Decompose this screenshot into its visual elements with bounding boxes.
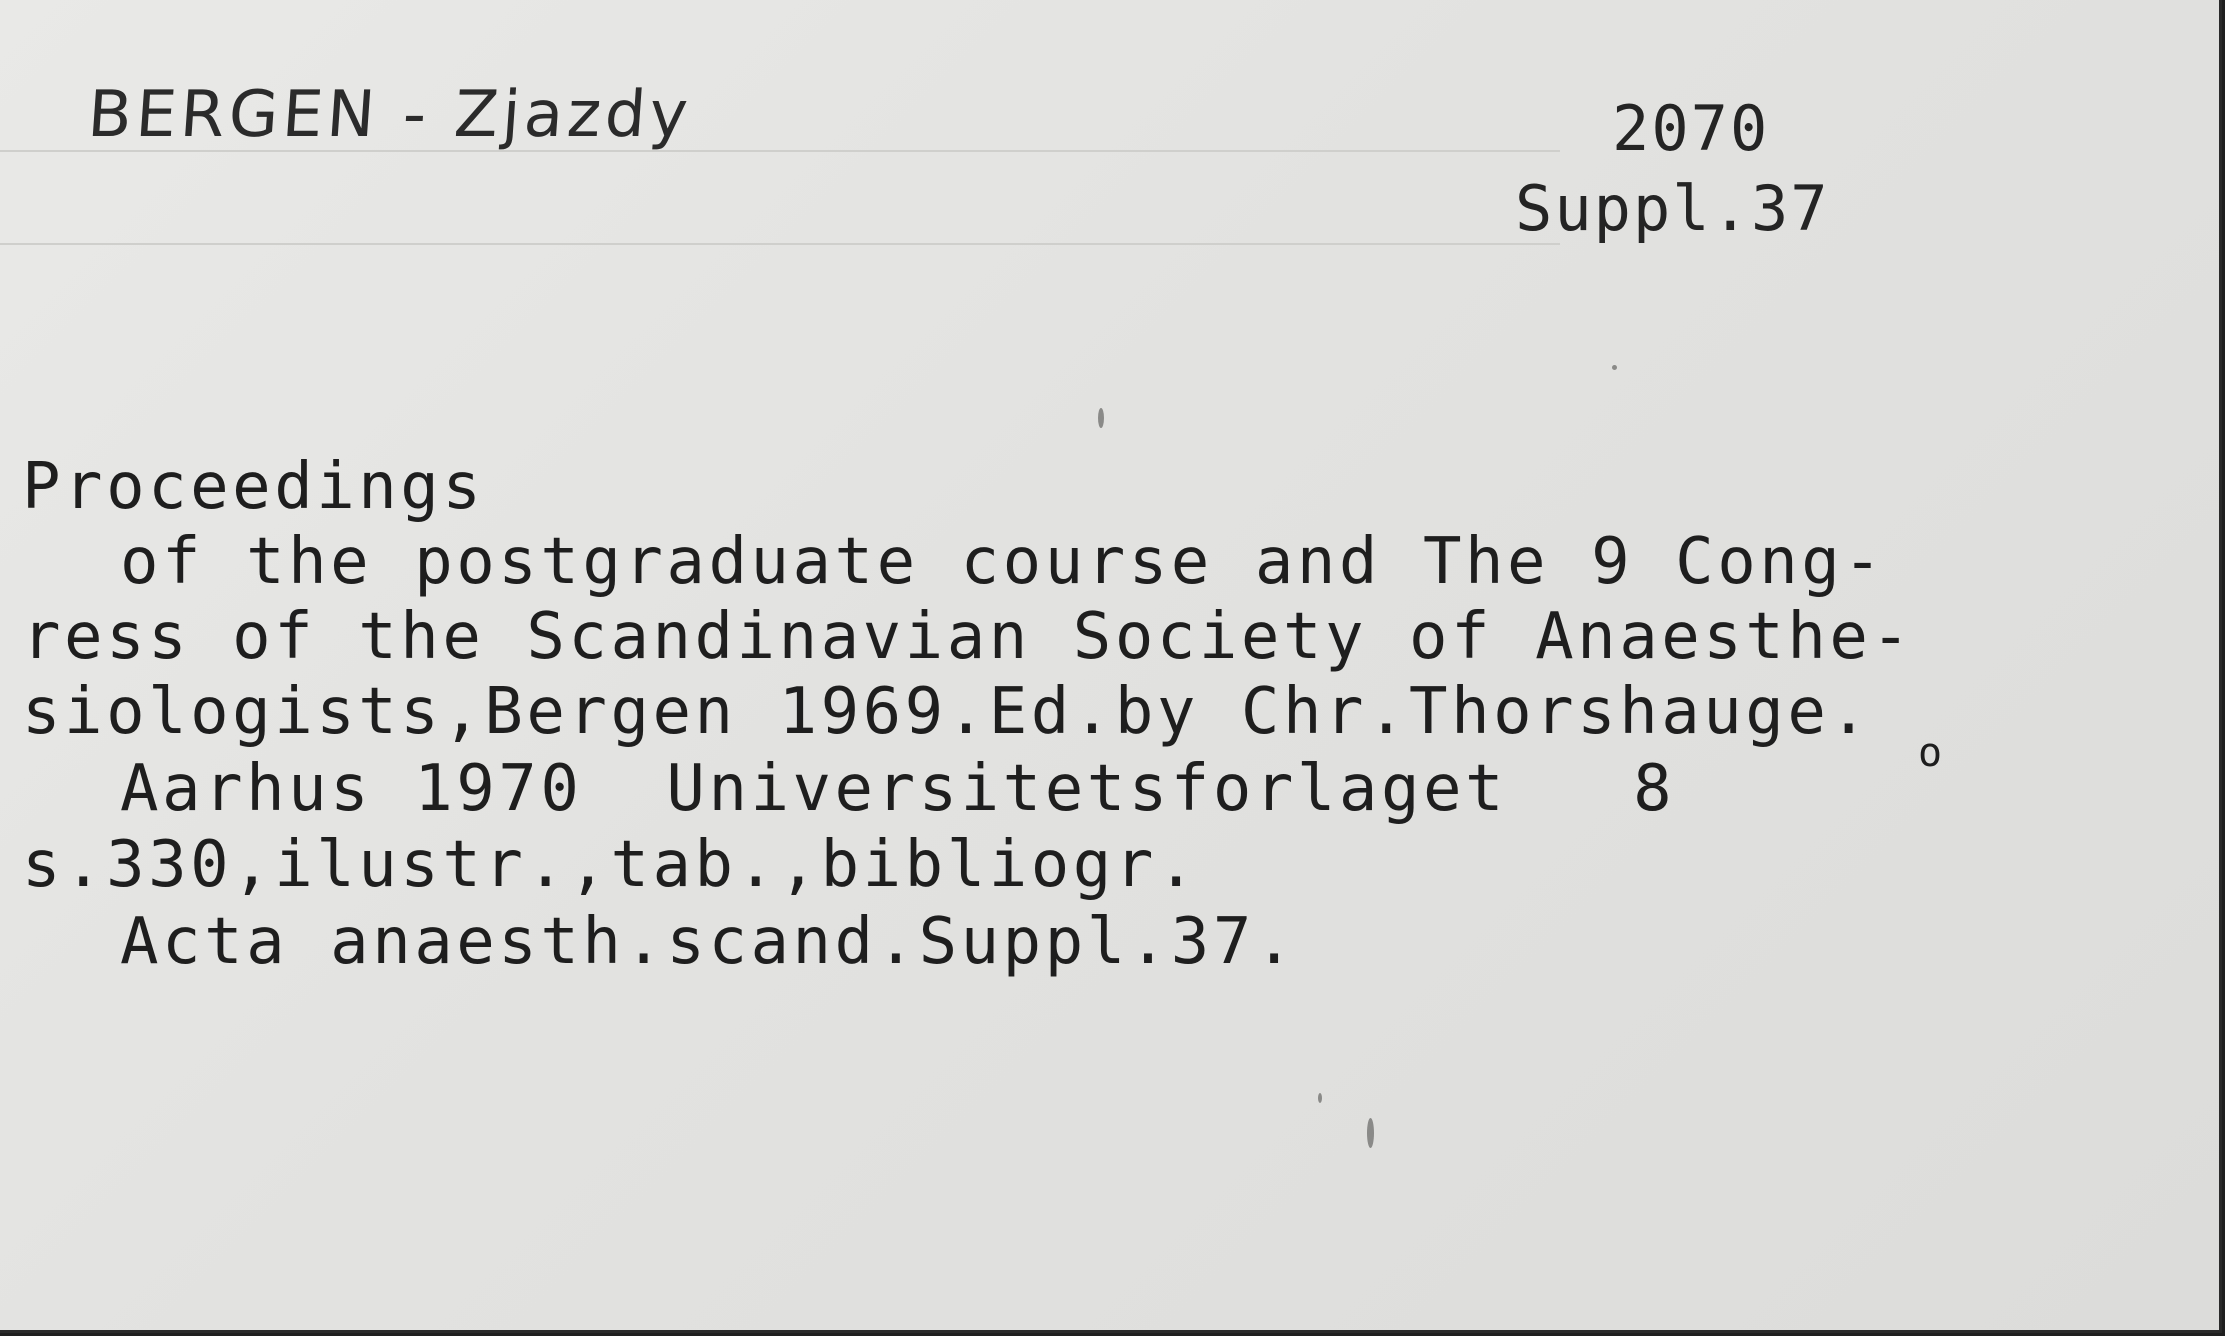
paper-speck — [1098, 408, 1104, 428]
entry-line: ress of the Scandinavian Society of Anaesthe- — [22, 600, 1914, 674]
collation-line: s.330,ilustr.,tab.,bibliogr. — [22, 828, 1199, 902]
paper-speck — [1367, 1118, 1374, 1148]
entry-line: of the postgraduate course and The 9 Cong- — [120, 525, 1886, 599]
paper-speck — [1612, 365, 1617, 370]
entry-line: siologists,Bergen 1969.Ed.by Chr.Thorshauge. — [22, 675, 1872, 749]
entry-title: Proceedings — [22, 450, 485, 524]
paper-speck — [1318, 1093, 1322, 1103]
card-heading: BERGEN - Zjazdy — [85, 78, 695, 152]
series-line: Acta anaesth.scand.Suppl.37. — [120, 905, 1297, 979]
imprint-line: Aarhus 1970 Universitetsforlaget 8 — [120, 752, 1676, 826]
supplement-number: Suppl.37 — [1515, 172, 1830, 245]
call-number: 2070 — [1612, 92, 1770, 165]
format-superscript: o — [1918, 730, 1943, 776]
ruled-line — [0, 243, 1560, 245]
